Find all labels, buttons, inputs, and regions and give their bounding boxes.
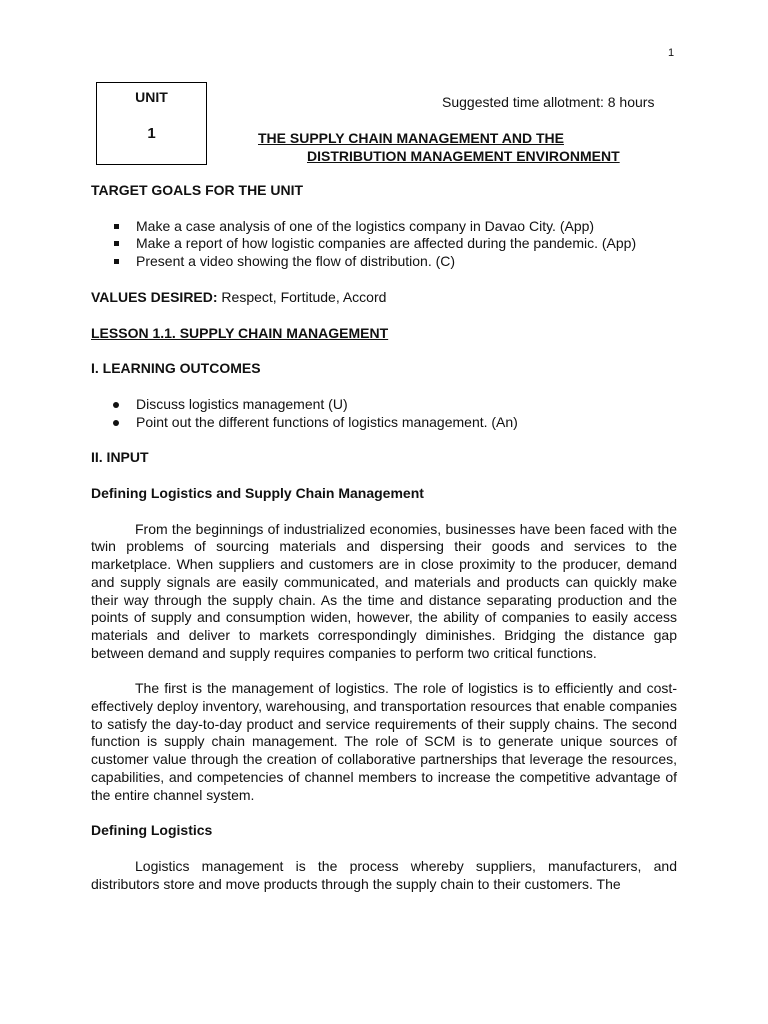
input-heading: II. INPUT bbox=[91, 449, 149, 466]
document-body bbox=[91, 182, 677, 893]
list-item: Discuss logistics management (U) bbox=[91, 396, 677, 414]
values-desired bbox=[91, 289, 677, 307]
learning-outcomes-list bbox=[91, 396, 677, 431]
time-allotment: Suggested time allotment: 8 hours bbox=[442, 94, 655, 110]
body-paragraph: Logistics management is the process whereby suppliers, manufacturers, and distributors store and move products through the supply chain to their customers. The bbox=[91, 857, 677, 892]
page-number: 1 bbox=[668, 47, 675, 59]
unit-label: UNIT bbox=[135, 89, 168, 105]
unit-number: 1 bbox=[147, 125, 156, 142]
learning-outcomes-heading: I. LEARNING OUTCOMES bbox=[91, 360, 261, 377]
body-paragraph: From the beginnings of industrialized economies, businesses have been faced with the twin problems of sourcing materials and dispersing their goods and services to the marketplace. When suppliers and customers are in close proximity to the producer, demand and supply signals are easily communicated, and materials and products can quickly make their way through the supply chain. As the time and distance separating production and the points of supply and consumption widen, however, the ability of companies to easily access materials and deliver to markets correspondingly diminishes. Bridging the distance gap between demand and supply requires companies to perform two critical functions. bbox=[91, 520, 677, 661]
list-item: Point out the different functions of logistics management. (An) bbox=[91, 414, 677, 432]
values-label: VALUES DESIRED: bbox=[91, 288, 218, 305]
lesson-heading: LESSON 1.1. SUPPLY CHAIN MANAGEMENT bbox=[91, 324, 389, 341]
target-goals-list bbox=[91, 218, 677, 271]
section-heading: Defining Logistics bbox=[91, 822, 213, 839]
values-text: Respect, Fortitude, Accord bbox=[217, 288, 387, 305]
unit-title-line1: THE SUPPLY CHAIN MANAGEMENT AND THE bbox=[258, 130, 564, 146]
list-item: Make a report of how logistic companies are affected during the pandemic. (App) bbox=[91, 235, 677, 253]
unit-box bbox=[96, 82, 207, 165]
unit-title-line2: DISTRIBUTION MANAGEMENT ENVIRONMENT bbox=[307, 148, 620, 164]
list-item: Present a video showing the flow of distribution. (C) bbox=[91, 253, 677, 271]
unit-title bbox=[258, 129, 658, 165]
section-heading: Defining Logistics and Supply Chain Management bbox=[91, 485, 424, 502]
target-goals-heading: TARGET GOALS FOR THE UNIT bbox=[91, 182, 304, 198]
body-paragraph: The first is the management of logistics. The role of logistics is to efficiently and cost-effectively deploy inventory, warehousing, and transportation resources that enable companies to satisfy the day-to-day product and service requirements of their supply chains. The second function is supply chain management. The role of SCM is to generate unique sources of customer value through the creation of collaborative partnerships that leverage the resources, capabilities, and competencies of channel members to increase the competitive advantage of the entire channel system. bbox=[91, 680, 677, 803]
list-item: Make a case analysis of one of the logistics company in Davao City. (App) bbox=[91, 218, 677, 236]
